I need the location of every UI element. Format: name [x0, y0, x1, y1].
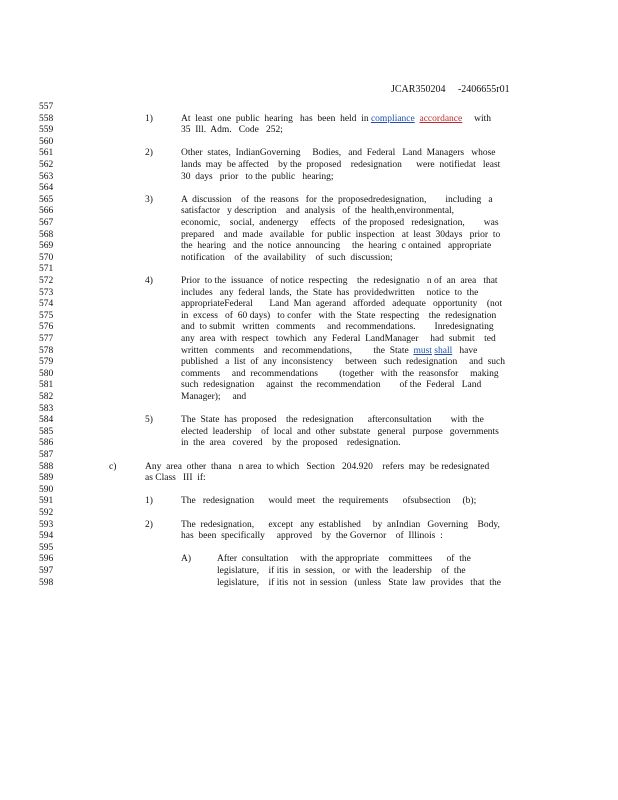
line-number: 588: [39, 462, 54, 472]
line-number: 591: [39, 496, 54, 506]
line-number: 557: [39, 102, 54, 112]
item-label: 4): [145, 276, 153, 286]
line-text: legislature, if itis in session, or with the leadership of the: [217, 566, 466, 576]
line-text: appropriateFederal Land Man agerand afforded adequate opportunity (not: [181, 299, 503, 309]
line-text: satisfactor y description and analysis of the health,environmental,: [181, 206, 455, 216]
line-number: 583: [39, 404, 54, 414]
item-label: A): [181, 554, 192, 564]
line-number: 594: [39, 531, 54, 541]
line-text: Prior to the issuance of notice respecting the redesignatio n of an area that: [181, 276, 498, 286]
line-text: The State has proposed the redesignation afterconsultation with the: [181, 415, 484, 425]
line-number: 586: [39, 438, 54, 448]
line-number: 573: [39, 288, 54, 298]
line-number: 570: [39, 253, 54, 263]
line-text: notification of the availability of such discussion;: [181, 253, 393, 263]
line-number: 566: [39, 206, 54, 216]
line-number: 575: [39, 311, 54, 321]
line-number: 585: [39, 427, 54, 437]
line-number: 587: [39, 450, 54, 460]
line-text: lands may be affected by the proposed redesignation were notifiedat least: [181, 160, 501, 170]
line-number: 582: [39, 392, 54, 402]
line-number: 595: [39, 543, 54, 553]
inserted-text: must: [413, 346, 432, 356]
line-number: 581: [39, 380, 54, 390]
line-text: includes any federal lands, the State has providedwritten notice to the: [181, 288, 479, 298]
line-text: economic, social, andenergy effects of the proposed redesignation, was: [181, 218, 499, 228]
line-text: 30 days prior to the public hearing;: [181, 172, 334, 182]
line-text: such redesignation against the recommendation of the Federal Land: [181, 380, 482, 390]
line-text: After consultation with the appropriate committees of the: [217, 554, 471, 564]
line-text: Manager); and: [181, 392, 247, 402]
line-number: 561: [39, 148, 54, 158]
line-text: written comments and recommendations, the State must shall have: [181, 346, 478, 356]
line-number: 569: [39, 241, 54, 251]
line-number: 572: [39, 276, 54, 286]
line-text: A discussion of the reasons for the proposedredesignation, including a: [181, 195, 493, 205]
line-number: 565: [39, 195, 54, 205]
deleted-text: accordance: [419, 114, 463, 124]
line-text: and to submit written comments and recommendations. Inredesignating: [181, 322, 494, 332]
line-number: 564: [39, 183, 54, 193]
item-label: 5): [145, 415, 153, 425]
item-label: 2): [145, 148, 153, 158]
line-number: 592: [39, 508, 54, 518]
line-text: The redesignation would meet the requirements ofsubsection (b);: [181, 496, 477, 506]
line-text: legislature, if itis not in session (unless State law provides that the: [217, 578, 501, 588]
line-number: 576: [39, 322, 54, 332]
line-number: 589: [39, 473, 54, 483]
line-number: 562: [39, 160, 54, 170]
line-text: has been specifically approved by the Governor of Illinois :: [181, 531, 443, 541]
line-text: The redesignation, except any established by anIndian Governing Body,: [181, 520, 500, 530]
item-label: c): [109, 462, 117, 472]
line-number: 578: [39, 346, 54, 356]
line-number: 597: [39, 566, 54, 576]
line-text: Other states, IndianGoverning Bodies, and Federal Land Managers whose: [181, 148, 496, 158]
line-text: in excess of 60 days) to confer with the State respecting the redesignation: [181, 311, 497, 321]
line-number: 571: [39, 264, 54, 274]
line-text: any area with respect towhich any Federal LandManager had submit ted: [181, 334, 496, 344]
document-header: [386, 73, 510, 95]
document-id: JCAR350204: [391, 84, 446, 95]
line-number: 584: [39, 415, 54, 425]
line-number: 598: [39, 578, 54, 588]
line-number: 559: [39, 125, 54, 135]
line-text: the hearing and the notice announcing the hearing c ontained appropriate: [181, 241, 492, 251]
line-number: 577: [39, 334, 54, 344]
inserted-text: compliance: [370, 114, 415, 124]
line-number: 558: [39, 114, 54, 124]
line-text: At least one public hearing has been held in compliance accordance with: [181, 114, 491, 124]
line-text: comments and recommendations (together with the reasonsfor making: [181, 369, 499, 379]
revised-text: shall: [434, 346, 453, 356]
line-number: 579: [39, 357, 54, 367]
line-number: 567: [39, 218, 54, 228]
line-text: 35 Ill. Adm. Code 252;: [181, 125, 283, 135]
line-text: Any area other thana n area to which Section 204.920 refers may be redesignated: [145, 462, 490, 472]
line-text: in the area covered by the proposed redesignation.: [181, 438, 401, 448]
item-label: 3): [145, 195, 153, 205]
line-number: 593: [39, 520, 54, 530]
line-number: 590: [39, 485, 54, 495]
item-label: 1): [145, 496, 153, 506]
line-text: elected leadership of local and other substate general purpose governments: [181, 427, 499, 437]
line-text: prepared and made available for public inspection at least 30days prior to: [181, 230, 501, 240]
item-label: 1): [145, 114, 153, 124]
line-text: published a list of any inconsistency between such redesignation and such: [181, 357, 505, 367]
line-number: 568: [39, 230, 54, 240]
revision-id: -2406655r01: [457, 84, 510, 95]
item-label: 2): [145, 520, 153, 530]
line-number: 574: [39, 299, 54, 309]
line-number: 563: [39, 172, 54, 182]
line-number: 596: [39, 554, 54, 564]
line-number: 560: [39, 137, 54, 147]
line-number: 580: [39, 369, 54, 379]
line-text: as Class III if:: [145, 473, 206, 483]
